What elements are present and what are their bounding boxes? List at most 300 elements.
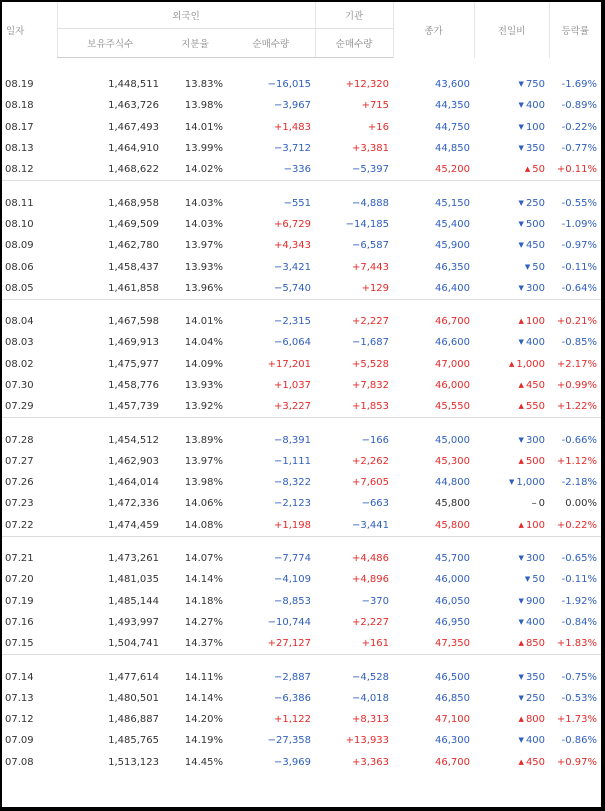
table-row [2,74,601,95]
date-cell: 07.29 [5,401,34,413]
table-row [2,515,601,537]
institution-net-cell: +4,486 [352,553,390,565]
date-cell: 08.10 [5,218,34,230]
investor-trading-table [2,2,601,773]
close-price-cell: 44,850 [435,143,471,155]
institution-net-cell: −6,587 [352,240,390,252]
triangle-up-icon: ▲ [518,639,524,648]
foreign-net-cell: +1,037 [274,380,312,391]
change-value: 1,000 [516,477,546,489]
holdings-cell: 1,461,858 [108,282,159,294]
close-price-cell: 46,700 [435,756,471,768]
foreign-net-cell: −5,740 [274,282,312,294]
table-row [2,332,601,353]
holdings-cell: 1,468,958 [108,197,159,209]
change-cell [474,159,549,181]
share-ratio-cell: 14.01% [184,121,223,133]
rate-cell: +1.22% [556,401,598,413]
institution-net-cell: +161 [361,638,390,650]
rate-cell: -0.64% [561,282,598,294]
table-row [2,235,601,256]
change-value: 0 [538,498,546,510]
triangle-up-icon: ▲ [518,317,524,326]
foreign-net-cell: −3,421 [274,261,312,273]
rate-cell: -0.84% [561,616,598,628]
date-cell: 07.23 [5,498,34,510]
institution-net-cell: −4,528 [352,671,390,683]
change-cell [474,311,549,332]
date-cell: 08.18 [5,100,34,112]
share-ratio-cell: 13.98% [184,477,223,489]
group-separator [2,655,601,667]
institution-net-cell: +2,262 [352,455,390,467]
holdings-cell: 1,480,501 [108,692,159,704]
institution-net-cell: −663 [361,498,390,510]
change-cell [474,752,549,773]
triangle-up-icon: ▲ [518,715,524,724]
table-row [2,214,601,235]
foreign-net-cell: −6,386 [274,692,312,704]
holdings-cell: 1,513,123 [108,756,159,768]
close-price-cell: 45,550 [435,401,471,413]
rate-cell: -0.11% [561,261,598,273]
share-ratio-cell: 14.18% [184,595,223,607]
share-ratio-cell: 13.97% [184,455,223,467]
change-cell [474,666,549,687]
date-cell: 07.12 [5,714,34,726]
share-ratio-cell: 14.20% [184,714,223,726]
foreign-net-cell: −2,315 [274,316,312,328]
triangle-up-icon: ▲ [524,165,531,174]
holdings-cell: 1,454,512 [108,434,159,446]
table-header [2,2,601,58]
triangle-down-icon: ▼ [518,617,524,626]
institution-net-cell: +1,853 [352,401,390,413]
foreign-net-cell: +1,483 [274,121,312,133]
table-row [2,256,601,277]
institution-net-cell: +7,443 [352,261,390,273]
institution-net-cell: +16 [367,121,390,133]
table-row [2,569,601,590]
foreign-net-cell: −1,111 [274,455,312,467]
rate-cell: -0.66% [561,434,598,446]
holdings-header: 보유주식수 [57,29,163,58]
change-cell [474,256,549,277]
change-cell [474,472,549,493]
change-cell [474,138,549,159]
change-cell [474,95,549,116]
rate-cell: -0.89% [561,100,598,112]
triangle-down-icon: ▼ [518,283,524,292]
holdings-cell: 1,469,509 [108,218,159,230]
foreign-net-cell: −16,015 [267,79,312,91]
triangle-up-icon: ▲ [518,520,524,529]
change-cell [474,688,549,709]
change-cell [474,354,549,375]
rate-cell: -1.69% [561,79,598,91]
date-cell: 08.17 [5,121,34,133]
rate-cell: -0.55% [561,197,598,209]
table-row [2,278,601,300]
close-price-cell: 45,000 [435,434,471,446]
date-cell: 07.08 [5,756,34,768]
institution-net-cell: +5,528 [352,358,390,370]
change-cell [474,396,549,418]
close-price-cell: 46,400 [435,282,471,294]
triangle-down-icon: ▼ [518,122,524,131]
change-value: 50 [532,164,546,176]
table-row [2,95,601,116]
foreign-net-cell: −8,391 [274,434,312,446]
triangle-down-icon: ▼ [518,435,524,444]
holdings-cell: 1,448,511 [108,79,159,91]
foreign-net-cell: −2,887 [274,671,312,683]
triangle-down-icon: ▼ [509,478,515,487]
foreign-net-cell: +17,201 [267,358,312,370]
share-ratio-cell: 14.08% [184,519,223,531]
foreign-group-header: 외국인 [57,2,315,29]
date-cell: 07.21 [5,553,34,565]
holdings-cell: 1,464,910 [108,143,159,155]
change-value: 300 [525,434,546,446]
change-cell [474,214,549,235]
date-cell: 08.03 [5,337,34,349]
date-cell: 08.12 [5,164,34,176]
share-ratio-cell: 13.92% [184,401,223,413]
date-cell: 07.15 [5,638,34,650]
rate-cell: +2.17% [556,358,598,370]
share-ratio-cell: 13.93% [184,380,223,391]
change-value: 100 [525,316,546,328]
change-cell [474,730,549,751]
institution-net-cell: +2,227 [352,616,390,628]
institution-net-cell: −5,397 [352,164,390,176]
table-row [2,709,601,730]
rate-cell: -0.77% [561,143,598,155]
foreign-net-cell: +6,729 [274,218,312,230]
share-ratio-cell: 14.03% [184,218,223,230]
foreign-net-cell: +27,127 [267,638,312,650]
date-cell: 08.04 [5,316,34,328]
foreign-net-cell: −27,358 [267,735,312,747]
date-cell: 07.14 [5,671,34,683]
date-cell: 08.02 [5,358,34,370]
triangle-up-icon: ▲ [509,359,515,368]
foreign-net-cell: +1,198 [274,519,312,531]
change-value: 400 [525,616,546,628]
institution-net-cell: +3,363 [352,756,390,768]
close-price-cell: 45,200 [435,164,471,176]
triangle-down-icon: ▼ [518,241,524,250]
date-cell: 08.19 [5,79,34,91]
close-price-cell: 46,700 [435,316,471,328]
holdings-cell: 1,467,493 [108,121,159,133]
change-value: 400 [525,100,546,112]
share-ratio-cell: 14.06% [184,498,223,510]
rate-cell: -1.92% [561,595,598,607]
group-separator [2,181,601,193]
close-price-cell: 46,000 [435,574,471,586]
change-value: 400 [525,337,546,349]
date-cell: 07.22 [5,519,34,531]
institution-net-cell: +7,832 [352,380,390,391]
triangle-down-icon: ▼ [518,672,524,681]
table-row [2,159,601,181]
date-cell: 08.06 [5,261,34,273]
triangle-down-icon: ▼ [518,338,524,347]
close-price-cell: 44,350 [435,100,471,112]
date-cell: 08.09 [5,240,34,252]
share-ratio-cell: 14.19% [184,735,223,747]
change-cell [474,515,549,537]
date-cell: 07.16 [5,616,34,628]
foreign-net-cell: −10,744 [267,616,312,628]
institution-group-header: 기관 [315,2,393,29]
close-price-cell: 46,950 [435,616,471,628]
group-separator [2,299,601,311]
change-value: 450 [525,756,546,768]
close-price-cell: 46,500 [435,671,471,683]
change-value: 250 [525,692,546,704]
foreign-net-cell: −336 [283,164,312,176]
close-price-cell: 43,600 [435,79,471,91]
change-cell [474,74,549,95]
rate-cell: -0.53% [561,692,598,704]
holdings-cell: 1,475,977 [108,358,159,370]
table-row [2,752,601,773]
close-price-cell: 45,150 [435,197,471,209]
table-row [2,192,601,213]
share-ratio-cell: 13.98% [184,100,223,112]
close-price-cell: 46,000 [435,380,471,391]
holdings-cell: 1,493,997 [108,616,159,628]
change-value: 550 [525,401,546,413]
holdings-cell: 1,469,913 [108,337,159,349]
close-price-cell: 47,000 [435,358,471,370]
holdings-cell: 1,463,726 [108,100,159,112]
change-cell [474,117,549,138]
institution-net-cell: −1,687 [352,337,390,349]
change-value: 500 [525,218,546,230]
close-price-cell: 46,300 [435,735,471,747]
foreign-net-cell: −8,322 [274,477,312,489]
holdings-cell: 1,473,261 [108,553,159,565]
table-row [2,451,601,472]
change-value: 500 [525,455,546,467]
close-price-cell: 45,900 [435,240,471,252]
table-row [2,429,601,450]
change-value: 900 [525,595,546,607]
triangle-up-icon: ▲ [518,456,524,465]
share-ratio-cell: 13.96% [184,282,223,294]
foreign-net-cell: +3,227 [274,401,312,413]
triangle-up-icon: ▲ [518,402,524,411]
date-cell: 07.26 [5,477,34,489]
foreign-net-cell: −3,967 [274,100,312,112]
close-header: 종가 [393,2,474,58]
share-ratio-cell: 13.93% [184,261,223,273]
table-row [2,730,601,751]
institution-net-cell: −4,018 [352,692,390,704]
holdings-cell: 1,486,887 [108,714,159,726]
triangle-down-icon: ▼ [518,80,524,89]
change-value: 450 [525,240,546,252]
rate-cell: -0.65% [561,553,598,565]
group-separator [2,536,601,548]
share-ratio-cell: 13.97% [184,240,223,252]
triangle-down-icon: ▼ [524,575,531,584]
triangle-down-icon: ▼ [518,101,524,110]
rate-cell: +0.99% [556,380,598,391]
table-row [2,396,601,418]
close-price-cell: 45,800 [435,519,471,531]
triangle-down-icon: ▼ [518,144,524,153]
close-price-cell: 47,100 [435,714,471,726]
rate-cell: +1.73% [556,714,598,726]
change-cell [474,548,549,569]
foreign-net-cell: −3,969 [274,756,312,768]
foreign-net-cell: −551 [283,197,312,209]
share-ratio-cell: 14.01% [184,316,223,328]
foreign-net-cell: −3,712 [274,143,312,155]
foreign-net-cell: +4,343 [274,240,312,252]
table-row [2,612,601,633]
change-value: 50 [532,261,546,273]
change-cell [474,633,549,655]
table-row [2,472,601,493]
holdings-cell: 1,485,765 [108,735,159,747]
rate-cell: +0.21% [556,316,598,328]
rate-cell: -2.18% [561,477,598,489]
share-ratio-cell: 14.03% [184,197,223,209]
close-price-cell: 45,700 [435,553,471,565]
stock-trading-table-panel [2,2,601,807]
change-value: 1,000 [516,358,546,370]
table-row [2,117,601,138]
foreign-net-cell: +1,122 [274,714,312,726]
change-cell [474,192,549,213]
institution-net-header: 순매수량 [315,29,393,58]
share-ratio-cell: 14.14% [184,574,223,586]
table-row [2,354,601,375]
change-cell [474,709,549,730]
share-ratio-cell: 13.99% [184,143,223,155]
rate-cell: +0.11% [556,164,598,176]
foreign-net-header: 순매수량 [227,29,315,58]
change-value: 800 [525,714,546,726]
close-price-cell: 47,350 [435,638,471,650]
change-cell [474,451,549,472]
close-price-cell: 45,300 [435,455,471,467]
table-body [2,58,601,773]
close-price-cell: 44,800 [435,477,471,489]
close-price-cell: 45,800 [435,498,471,510]
close-price-cell: 46,350 [435,261,471,273]
change-cell [474,612,549,633]
holdings-cell: 1,481,035 [108,574,159,586]
rate-cell: 0.00% [565,498,598,510]
rate-cell: +0.22% [556,519,598,531]
change-cell [474,569,549,590]
table-row [2,591,601,612]
change-header: 전일비 [474,2,549,58]
holdings-cell: 1,467,598 [108,316,159,328]
table-row [2,375,601,396]
dash-icon: – [531,498,537,510]
date-cell: 07.28 [5,434,34,446]
institution-net-cell: −14,185 [345,218,390,230]
rate-cell: -0.85% [561,337,598,349]
share-ratio-cell: 14.14% [184,692,223,704]
change-value: 350 [525,671,546,683]
change-value: 250 [525,197,546,209]
rate-cell: -0.22% [561,121,598,133]
institution-net-cell: +3,381 [352,143,390,155]
date-header: 일자 [6,25,25,37]
share-ratio-cell: 13.89% [184,434,223,446]
share-ratio-cell: 14.11% [184,671,223,683]
institution-net-cell: −166 [361,434,390,446]
rate-cell: -0.86% [561,735,598,747]
triangle-down-icon: ▼ [518,693,524,702]
rate-cell: +1.83% [556,638,598,650]
close-price-cell: 46,050 [435,595,471,607]
change-value: 400 [525,735,546,747]
triangle-down-icon: ▼ [524,262,531,271]
change-cell [474,591,549,612]
holdings-cell: 1,458,437 [108,261,159,273]
table-row [2,548,601,569]
table-row [2,633,601,655]
table-row [2,666,601,687]
date-cell: 08.05 [5,282,34,294]
date-cell: 07.13 [5,692,34,704]
holdings-cell: 1,474,459 [108,519,159,531]
institution-net-cell: +129 [361,282,390,294]
institution-net-cell: +4,896 [352,574,390,586]
foreign-net-cell: −4,109 [274,574,312,586]
date-cell: 07.09 [5,735,34,747]
triangle-up-icon: ▲ [518,381,524,389]
institution-net-cell: +2,227 [352,316,390,328]
institution-net-cell: +7,605 [352,477,390,489]
table-row [2,138,601,159]
change-cell [474,332,549,353]
rate-cell: +1.12% [556,455,598,467]
holdings-cell: 1,468,622 [108,164,159,176]
table-row [2,311,601,332]
date-cell: 07.27 [5,455,34,467]
foreign-net-cell: −7,774 [274,553,312,565]
foreign-net-cell: −2,123 [274,498,312,510]
change-cell [474,235,549,256]
share-ratio-cell: 13.83% [184,79,223,91]
share-ratio-cell: 14.37% [184,638,223,650]
close-price-cell: 46,850 [435,692,471,704]
institution-net-cell: −3,441 [352,519,390,531]
change-cell [474,429,549,450]
institution-net-cell: +13,933 [345,735,390,747]
triangle-down-icon: ▼ [518,198,524,207]
holdings-cell: 1,504,741 [108,638,159,650]
change-cell [474,375,549,396]
share-ratio-cell: 14.07% [184,553,223,565]
share-ratio-cell: 14.09% [184,358,223,370]
holdings-cell: 1,457,739 [108,401,159,413]
institution-net-cell: +715 [361,100,390,112]
date-cell: 08.13 [5,143,34,155]
change-value: 850 [525,638,546,650]
